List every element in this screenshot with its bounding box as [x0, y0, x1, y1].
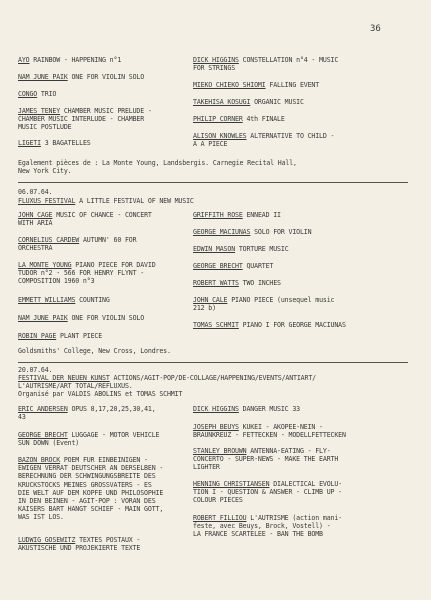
entry	[193, 211, 281, 219]
work-title: PLANT PIECE	[56, 332, 103, 340]
artist-name: GRIFFITH ROSE	[193, 211, 243, 219]
artist-name: GEORGE BRECHT	[193, 262, 243, 270]
entry	[18, 236, 136, 252]
artist-name: JAMES TENEY	[18, 107, 61, 115]
artist-name: CONGO	[18, 90, 38, 98]
section-divider	[18, 362, 408, 363]
artist-name: DICK HIGGINS	[193, 56, 239, 64]
work-title: PIANO I FOR GEORGE MACIUNAS	[238, 321, 346, 329]
artist-name: NAM JUNE PAIK	[18, 314, 68, 322]
entry	[193, 480, 342, 505]
entry	[193, 405, 300, 413]
entry	[193, 115, 285, 123]
festival-name: FLUXUS FESTIVAL	[18, 197, 76, 205]
entry	[18, 314, 144, 322]
entry	[193, 423, 346, 439]
entry	[193, 132, 334, 148]
work-title: POEM FUR EINBEINIGEN - EWIGEN VERRAT DEUTSCHER AN DERSELBEN - BERECHNUNG DER SCHWINGUNGSBREITE DES KRUCKSTOCKS MEINES GROSSVATERS - ES DIE WELT AUF DEM KOPFE UND PHILOSOPHIE IN DEN BEINEN - AGIT-POP : VORAN DES KAISERS BART HANGT SCHIEF - MAIN GOTT, WAS IST LOS.	[18, 456, 164, 522]
artist-name: EMMETT WILLIAMS	[18, 296, 76, 304]
artist-name: LIGETI	[18, 139, 41, 147]
artist-name: MIEKO CHIEKO SHIOMI	[193, 81, 266, 89]
festival-description: ACTIONS/AGIT-POP/DE-COLLAGE/HAPPENING/EVENTS/ANTIART/ L'AUTRISME/ART TOTAL/REFLUXUS. Organisé par VALDIS ABOLINS et TOMAS SCHMIT	[18, 374, 316, 399]
artist-name: ALISON KNOWLES	[193, 132, 247, 140]
entry	[193, 447, 338, 472]
work-title: DIALECTICAL EVOLU- TION I - QUESTION & ANSWER - CLIMB UP - COLOUR PIECES	[193, 480, 342, 505]
work-title: TEXTES POSTAUX - AKUSTISCHE UND PROJEKIERTE TEXTE	[18, 536, 141, 553]
artist-name: GEORGE BRECHT	[18, 431, 68, 439]
entry	[18, 211, 152, 227]
work-title: 3 BAGATELLES	[40, 139, 91, 147]
work-title: SOLO FOR VIOLIN	[250, 228, 312, 236]
artist-name: HENNING CHRISTIANSEN	[193, 480, 270, 488]
work-title: AUTUMN' 60 FOR ORCHESTRA	[18, 236, 137, 253]
artist-name: DICK HIGGINS	[193, 405, 239, 413]
entry	[18, 73, 144, 81]
artist-name: PHILIP CORNER	[193, 115, 243, 123]
entry	[193, 81, 319, 89]
artist-name: GEORGE MACIUNAS	[193, 228, 251, 236]
venue-note: Goldsmiths' College, New Cross, Londres.	[18, 347, 171, 355]
entry	[193, 245, 289, 253]
artist-name: JOHN CALE	[193, 296, 228, 304]
entry	[18, 332, 102, 340]
concert-date: 06.07.64.	[18, 188, 53, 196]
artist-name: JOSEPH BEUYS	[193, 423, 239, 431]
entry	[18, 405, 156, 421]
artist-name: LUDWIG GOSEWITZ	[18, 536, 76, 544]
artist-name: STANLEY BROUWN	[193, 447, 247, 455]
entry	[193, 279, 281, 287]
work-title: ENNEAD II	[242, 211, 281, 219]
artist-name: TOMAS SCHMIT	[193, 321, 239, 329]
section-divider	[18, 182, 408, 183]
entry	[18, 139, 91, 147]
work-title: ORGANIC MUSIC	[250, 98, 304, 106]
work-title: 4th FINALE	[242, 115, 285, 123]
entry	[18, 107, 152, 132]
entry	[193, 296, 334, 312]
entry	[193, 228, 311, 236]
entry	[193, 321, 346, 329]
work-title: MUSIC OF CHANCE - CONCERT WITH ARIA	[18, 211, 152, 228]
work-title: FALLING EVENT	[265, 81, 320, 89]
entry	[193, 98, 304, 106]
work-title: KUKEI - AKOPEE-NEIN - BRAUNKREUZ - FETTECKEN - MODELLFETTECKEN	[193, 423, 346, 440]
work-title: CHAMBER MUSIC PRELUDE - CHAMBER MUSIC INTERLUDE - CHAMBER MUSIC POSTLUDE	[18, 107, 152, 132]
artist-name: ROBERT FILLIOU	[193, 514, 247, 522]
work-title: PIANO PIECE (unsequel music 212 b)	[193, 296, 335, 313]
entry	[18, 456, 163, 522]
work-title: COUNTING	[75, 296, 110, 304]
work-title: RAINBOW - HAPPENING n°1	[29, 56, 122, 64]
work-title: TRIO	[37, 90, 57, 98]
work-title: QUARTET	[242, 262, 274, 270]
work-title: TWO INCHES	[238, 279, 281, 287]
festival-name: FESTIVAL DER NEUEN KUNST	[18, 374, 110, 382]
work-title: CONSTELLATION n°4 - MUSIC FOR STRINGS	[193, 56, 339, 73]
artist-name: ROBIN PAGE	[18, 332, 57, 340]
artist-name: EDWIN MASON	[193, 245, 236, 253]
artist-name: TAKEHISA KOSUGI	[193, 98, 251, 106]
entry	[18, 296, 110, 304]
entry	[193, 262, 273, 270]
work-title: ONE FOR VIOLIN SOLO	[67, 73, 145, 81]
page-number: 36	[370, 24, 381, 34]
work-title: OPUS 8,17,20,25,30,41, 43	[18, 405, 156, 422]
work-title: DANGER MUSIC 33	[238, 405, 300, 413]
concert-date: 20.07.64.	[18, 366, 53, 374]
entry	[18, 261, 156, 286]
artist-name: NAM JUNE PAIK	[18, 73, 68, 81]
venue-note: Egalement pièces de : La Monte Young, Landsbergis. Carnegie Recital Hall, New York City.	[18, 159, 297, 176]
artist-name: CORNELIUS CARDEW	[18, 236, 80, 244]
artist-name: AYO	[18, 56, 30, 64]
work-title: TORTURE MUSIC	[235, 245, 289, 253]
work-title: ALTERNATIVE TO CHILD - A A PIECE	[193, 132, 335, 149]
work-title: LUGGAGE - MOTOR VEHICLE SUN DOWN (Event)	[18, 431, 160, 448]
artist-name: ERIC ANDERSEN	[18, 405, 68, 413]
entry	[18, 56, 121, 64]
entry	[193, 514, 342, 539]
entry	[18, 90, 56, 98]
artist-name: JOHN CAGE	[18, 211, 53, 219]
work-title: ONE FOR VIOLIN SOLO	[67, 314, 145, 322]
festival-heading	[18, 374, 316, 399]
artist-name: ROBERT WATTS	[193, 279, 239, 287]
work-title: L'AUTRISME (action mani- feste, avec Beuys, Brock, Vostell) - LA FRANCE SCARTELEE - BAN THE BOMB	[193, 514, 342, 539]
work-title: PIANO PIECE FOR DAVID TUDOR n°2 - 566 FOR HENRY FLYNT - COMPOSITION 1960 n°3	[18, 261, 156, 286]
festival-heading	[18, 197, 194, 205]
entry	[18, 431, 159, 447]
artist-name: LA MONTE YOUNG	[18, 261, 72, 269]
artist-name: BAZON BROCK	[18, 456, 61, 464]
work-title: ANTENNA-EATING - FLY- CONCERTO - SUPER-NEWS - MAKE THE EARTH LIGHTER	[193, 447, 339, 472]
entry	[193, 56, 338, 72]
festival-subtitle: A LITTLE FESTIVAL OF NEW MUSIC	[75, 197, 194, 205]
entry	[18, 536, 140, 552]
